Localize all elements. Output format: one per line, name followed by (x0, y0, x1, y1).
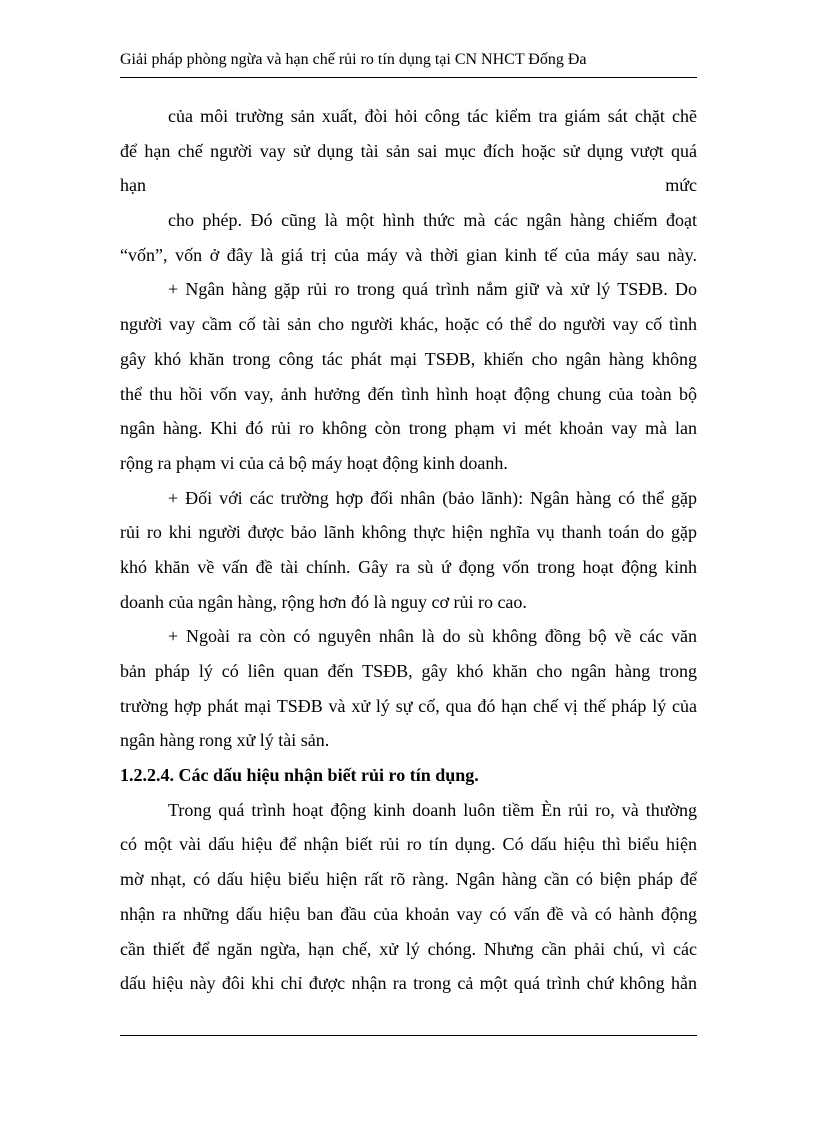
document-body (120, 99, 697, 1001)
text-line: trường hợp phát mại TSĐB và xử lý sự cố, qua đó hạn chế vị thế pháp lý của (120, 695, 697, 716)
text-line: cho phép. Đó cũng là một hình thức mà các ngân hàng chiếm đoạt (168, 210, 697, 231)
text-line: dấu hiệu này đôi khi chỉ được nhận ra trong cả một quá trình chứ không hẳn (120, 973, 697, 994)
text-line: Trong quá trình hoạt động kinh doanh luôn tiềm Èn rủi ro, và thường (168, 799, 697, 820)
text-line: rủi ro khi người được bảo lãnh không thực hiện nghĩa vụ thanh toán do gặp (120, 522, 697, 543)
text-line: rộng ra phạm vi của cả bộ máy hoạt động kinh doanh. (120, 452, 508, 473)
page-header: Giải pháp phòng ngừa và hạn chế rủi ro tín dụng tại CN NHCT Đống Đa (120, 51, 587, 68)
text-line: của môi trường sản xuất, đòi hỏi công tác kiểm tra giám sát chặt chẽ (168, 106, 697, 126)
text-fragment: hạn (120, 175, 146, 196)
text-line: doanh của ngân hàng, rộng hơn đó là nguy cơ rủi ro cao. (120, 591, 527, 612)
text-line: + Ngoài ra còn có nguyên nhân là do sù không đồng bộ về các văn (168, 626, 697, 647)
text-line: gây khó khăn trong công tác phát mại TSĐB, khiến cho ngân hàng không (120, 348, 697, 369)
text-line: người vay cầm cố tài sản cho người khác, hoặc có thể do người vay cố tình (120, 314, 697, 335)
text-line: khó khăn về vấn đề tài chính. Gây ra sù ứ đọng vốn trong hoạt động kinh (120, 556, 697, 577)
header-rule (120, 77, 697, 78)
section-heading: 1.2.2.4. Các dấu hiệu nhận biết rủi ro tín dụng. (120, 765, 479, 786)
text-line: ngân hàng rong xử lý tài sản. (120, 730, 330, 751)
text-line: có một vài dấu hiệu để nhận biết rủi ro tín dụng. Có dấu hiệu thì biểu hiện (120, 834, 697, 855)
text-line: cần thiết để ngăn ngừa, hạn chế, xử lý chóng. Nhưng cần phải chú, vì các (120, 938, 697, 959)
text-line: nhận ra những dấu hiệu ban đầu của khoản vay có vấn đề và có hành động (120, 903, 697, 924)
text-line-split (120, 168, 697, 203)
text-line: “vốn”, vốn ở đây là giá trị của máy và thời gian kinh tế của máy sau này. (120, 244, 697, 265)
text-line: mờ nhạt, có dấu hiệu biểu hiện rất rõ ràng. Ngân hàng cần có biện pháp để (120, 869, 697, 890)
text-line: để hạn chế người vay sử dụng tài sản sai mục đích hoặc sử dụng vượt quá (120, 140, 697, 161)
footer-rule (120, 1035, 697, 1036)
text-line: thể thu hồi vốn vay, ảnh hưởng đến tình hình hoạt động chung của toàn bộ (120, 383, 697, 404)
text-line: + Ngân hàng gặp rủi ro trong quá trình nắm giữ và xử lý TSĐB. Do (168, 279, 697, 300)
text-line: + Đối với các trường hợp đối nhân (bảo lãnh): Ngân hàng có thể gặp (168, 487, 697, 508)
text-line: ngân hàng. Khi đó rủi ro không còn trong phạm vi mét khoản vay mà lan (120, 418, 697, 439)
text-line: bản pháp lý có liên quan đến TSĐB, gây khó khăn cho ngân hàng trong (120, 661, 697, 681)
text-fragment: mức (665, 175, 697, 196)
